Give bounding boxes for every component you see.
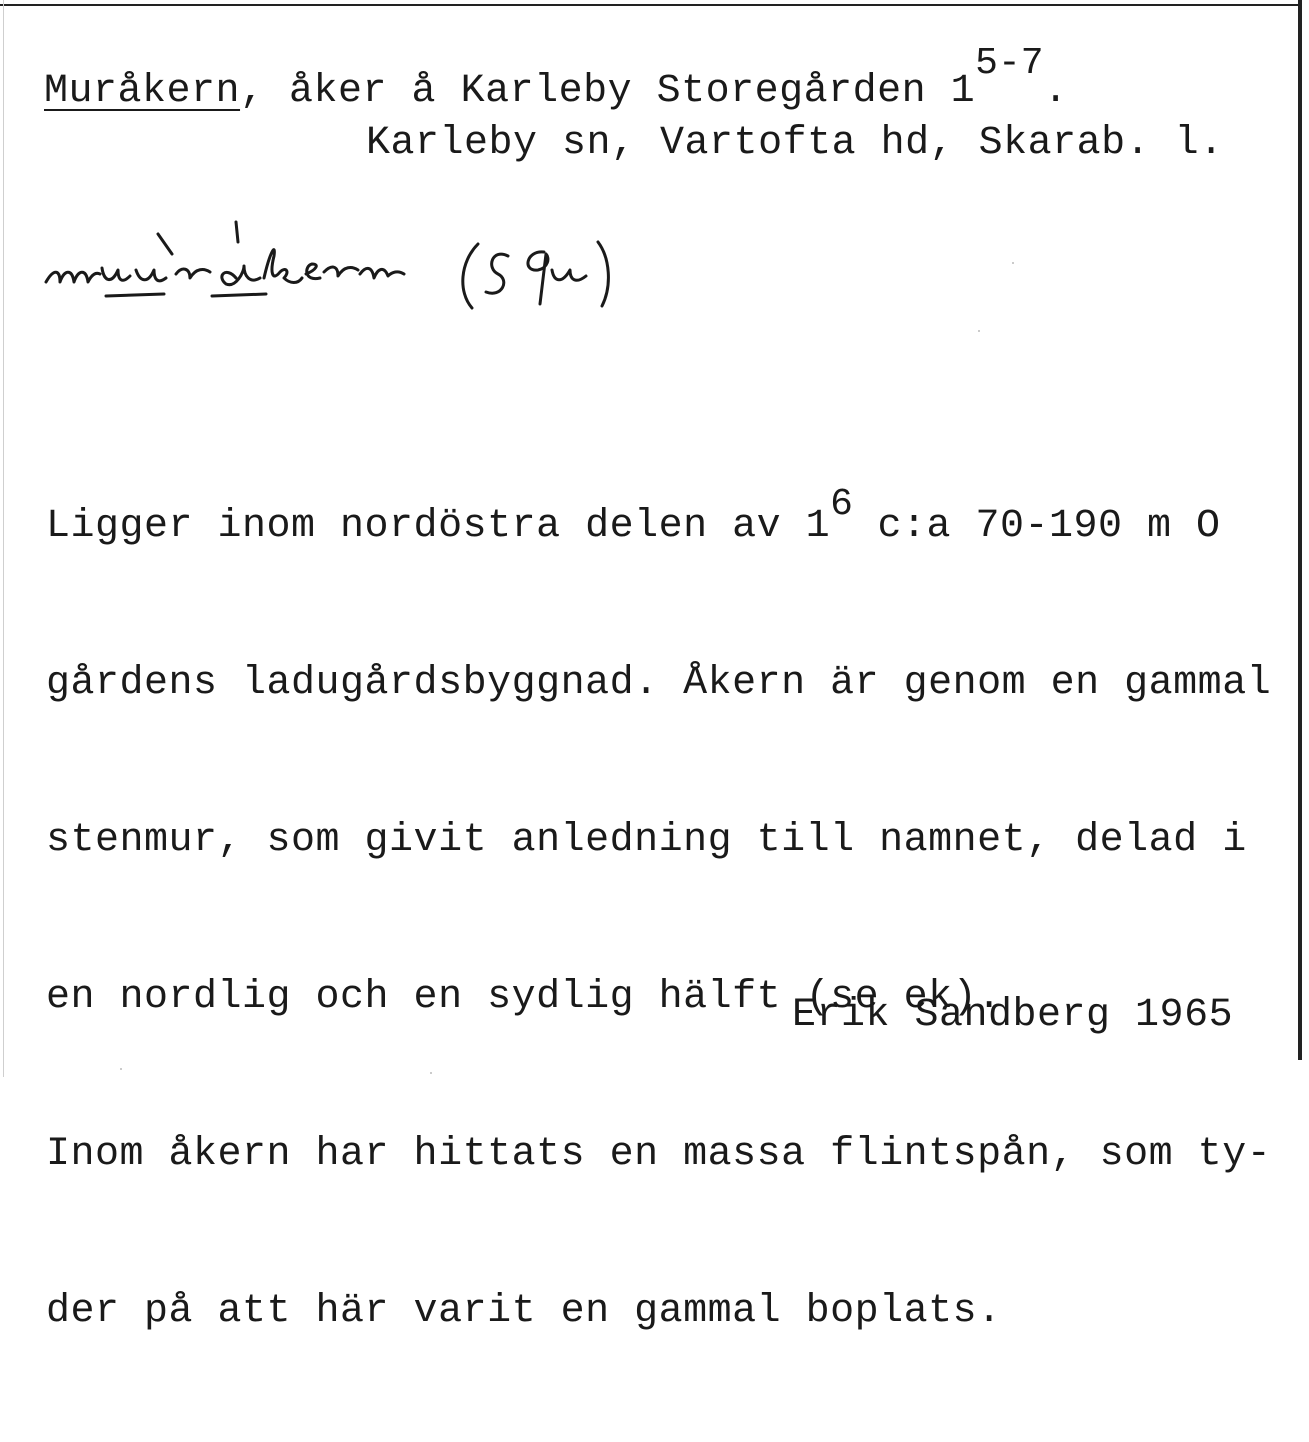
scan-speck [978,330,980,332]
handwritten-form-text: muråkern (Sgu) [40,212,49,213]
signature: Erik Sandberg 1965 [792,993,1234,1038]
body-superscript: 6 [830,483,853,526]
headword: Muråkern [44,69,241,114]
body-line-1 [46,483,1296,553]
body-line-5: Inom åkern har hittats en massa flintspån, som ty- [46,1132,1272,1177]
body-line-6: der på att här varit en gammal boplats. [46,1289,1002,1334]
card-body [46,396,1296,1442]
card-left-edge [3,0,4,1077]
card-header-line-2: Karleby sn, Vartofta hd, Skarab. l. [366,121,1224,166]
header-superscript: 5-7 [975,42,1044,85]
handwritten-pronunciation [40,212,680,332]
scan-speck [120,1068,122,1070]
body-line-1-start: Ligger inom nordöstra delen av 1 [46,504,831,549]
scan-speck [1012,262,1014,264]
body-line-1-end: c:a 70-190 m O [852,504,1221,549]
card-top-edge [0,4,1300,6]
card-header-line-1 [44,42,1069,118]
scan-speck [430,1072,432,1074]
header-line-end: . [1043,69,1069,114]
body-line-3: stenmur, som givit anledning till namnet, delad i [46,818,1247,863]
card-right-edge [1298,0,1302,1060]
body-line-2: gårdens ladugårdsbyggnad. Åkern är genom en gammal [46,661,1272,706]
header-place-description: , åker å Karleby Storegården 1 [240,69,976,114]
body-line-4: en nordlig och en sydlig hälft (se ek). [46,975,1002,1020]
